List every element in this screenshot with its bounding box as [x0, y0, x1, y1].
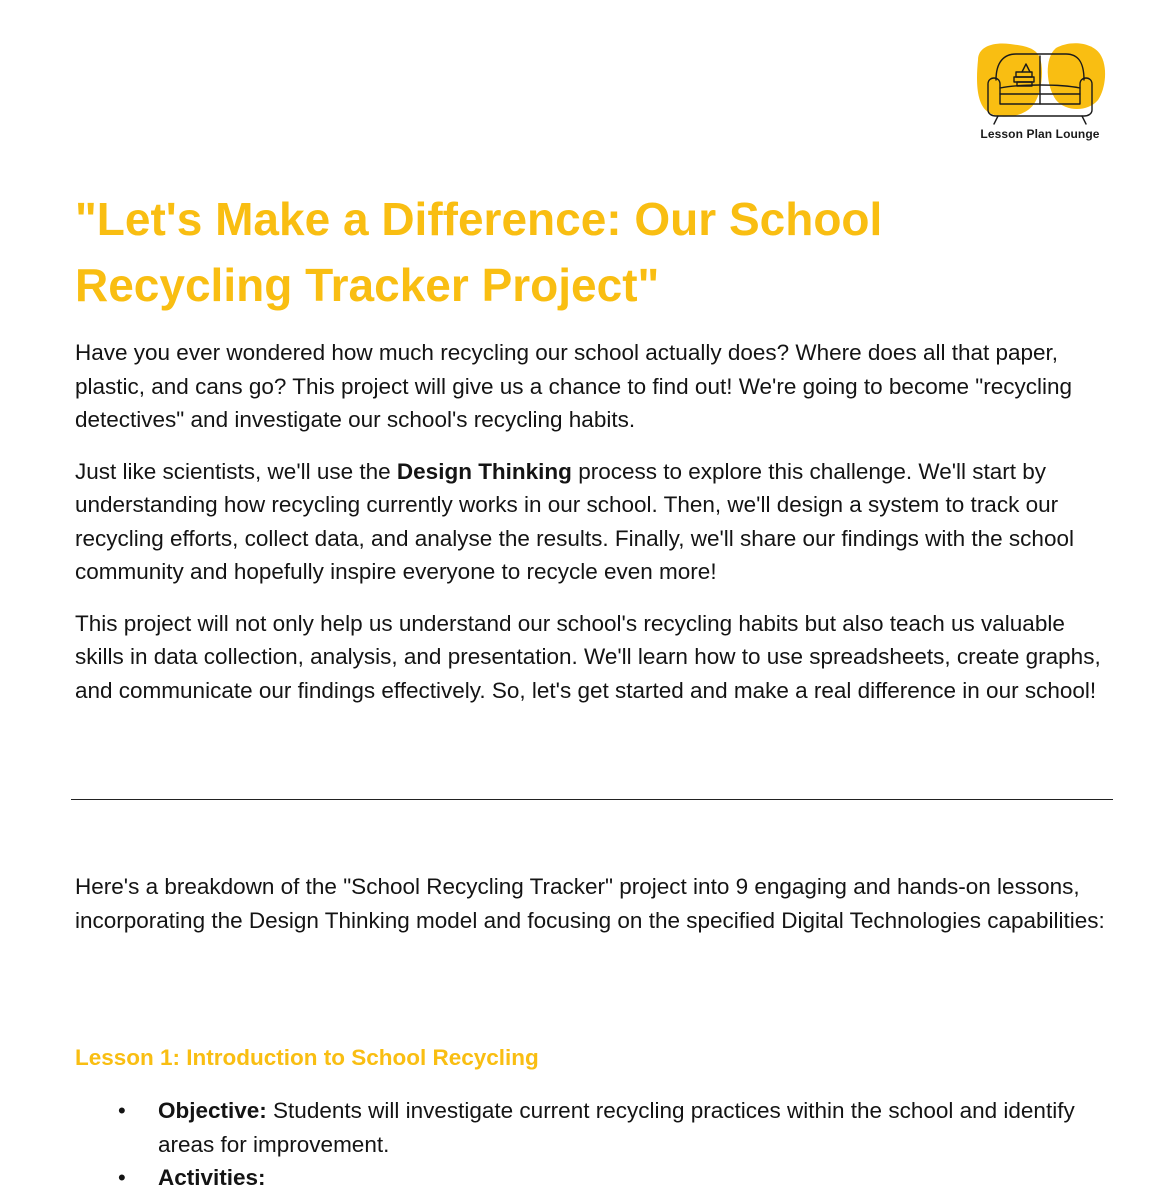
- lesson-1-heading: Lesson 1: Introduction to School Recycling: [75, 1045, 539, 1070]
- bullet-icon: •: [118, 1165, 126, 1190]
- bullet-icon: •: [118, 1098, 126, 1123]
- intro-section: [75, 186, 1115, 707]
- activities-label: Activities:: [158, 1165, 266, 1190]
- intro-paragraph-2: [75, 455, 1115, 589]
- intro-paragraph-2-end: process to explore this challenge. We'll start by understanding how recycling currently works in our school. Then, we'll design a system to track our recycling efforts, collect data, and analyse the results. Finally, we'll share our findings with the school community and hopefully inspire everyone to recycle even more!: [75, 458, 1074, 584]
- page-title: "Let's Make a Difference: Our School Recycling Tracker Project": [75, 193, 883, 311]
- objective-label: Objective:: [158, 1098, 267, 1123]
- horizontal-divider: [71, 799, 1113, 800]
- lesson-1-details: [75, 1094, 1115, 1195]
- design-thinking-term: Design Thinking: [396, 458, 572, 484]
- objective-text: Students will investigate current recycling practices within the school and identify areas for improvement.: [158, 1098, 1075, 1157]
- list-item: [75, 1161, 1115, 1195]
- brand-logo: [970, 40, 1110, 148]
- intro-paragraph-2-start: Just like scientists, we'll use the: [75, 458, 397, 484]
- intro-paragraph-1: Have you ever wondered how much recycling our school actually does? Where does all that paper, plastic, and cans go? This project will give us a chance to find out! We're going to become "recycling detectives" and investigate our school's recycling habits.: [75, 340, 1072, 432]
- couch-with-books-icon: [970, 40, 1110, 126]
- brand-name: Lesson Plan Lounge: [980, 127, 1100, 141]
- breakdown-paragraph: Here's a breakdown of the "School Recycling Tracker" project into 9 engaging and hands-on lessons, incorporating the Design Thinking model and focusing on the specified Digital Technologies capabilities:: [75, 874, 1105, 933]
- intro-paragraph-3: This project will not only help us understand our school's recycling habits but also teach us valuable skills in data collection, analysis, and presentation. We'll learn how to use spreadsheets, create graphs, and communicate our findings effectively. So, let's get started and make a real difference in our school!: [75, 610, 1101, 703]
- list-item: [75, 1094, 1115, 1161]
